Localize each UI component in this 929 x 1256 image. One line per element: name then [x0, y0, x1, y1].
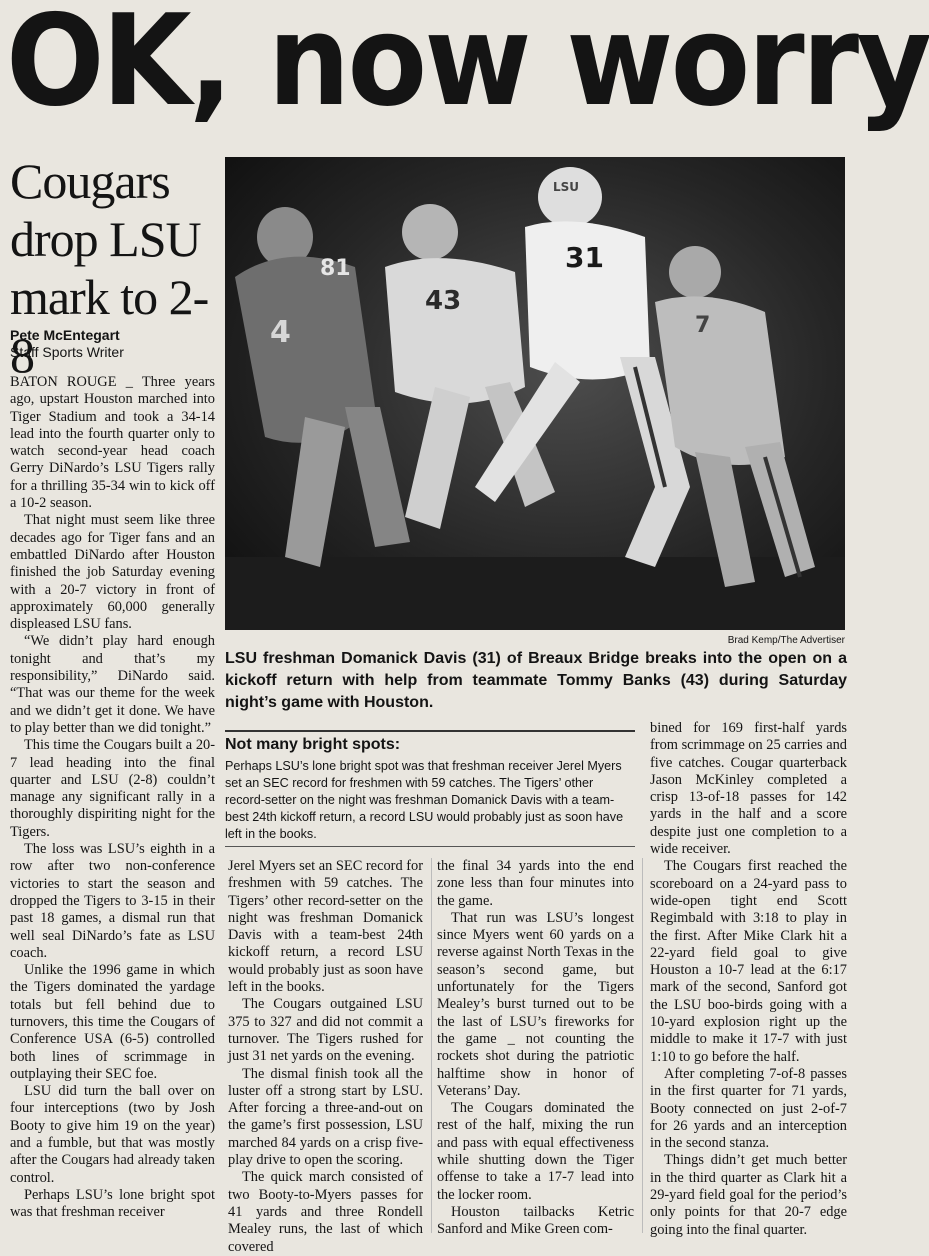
paragraph: Things didn’t get much better in the third quarter as Clark hit a 29-yard field goal for the period’s only points for that 20-7 edge going into the final quarter. [650, 1152, 847, 1238]
photo-illustration [225, 157, 845, 630]
article-column-1 [10, 374, 215, 1229]
article-column-4 [650, 720, 847, 1238]
photo-caption: LSU freshman Domanick Davis (31) of Breaux Bridge breaks into the open on a kickoff return with help from teammate Tommy Banks (43) during Saturday night’s game with Houston. [225, 650, 847, 711]
paragraph: Jerel Myers set an SEC record for freshmen with 59 catches. The Tigers’ other record-setter on the night was freshman Domanick Davis with a team-best 24th kickoff return, a record LSU would probably just as soon have left in the books. [228, 858, 424, 996]
paragraph: The Cougars first reached the scoreboard on a 24-yard pass to wide-open tight end Scott Regimbald with 3:18 to play in the first. After Mike Clark hit a 22-yard field goal to give Houston a 10-7 lead at the 6:17 mark of the second, Sanford got the LSU boo-birds going with a 10-yard explosion right up the middle to make it 17-7 with just 1:10 to go before the half. [650, 858, 847, 1065]
paragraph: That run was LSU’s longest since Myers went 60 yards on a reverse against North Texas in the season’s second game, but unfortunately for the Tigers Mealey’s burst turned out to be the last of LSU’s fireworks for the game _ not counting the rockets shot during the patriotic halftime show in honor of Veterans’ Day. [437, 909, 634, 1099]
helmet-logo: LSU [553, 180, 580, 194]
paragraph: Unlike the 1996 game in which the Tigers dominated the yardage totals but fell behind due to turnovers, this time the Cougars of Conference USA (6-5) controlled both lines of scrimmage in outplaying their SEC foe. [10, 962, 215, 1082]
paragraph: The Cougars outgained LSU 375 to 327 and did not commit a turnover. The Tigers rushed for just 31 net yards on the evening. [228, 996, 423, 1065]
article-column-2 [228, 858, 424, 1255]
sidebar-title: Not many bright spots: [225, 736, 401, 753]
paragraph: BATON ROUGE _ Three years ago, upstart Houston marched into Tiger Stadium and took a 34-14 lead into the fourth quarter only to watch second-year head coach Gerry DiNardo’s LSU Tigers rally for a thrilling 35-34 win to kick off a 10-2 season. [10, 374, 215, 512]
paragraph: This time the Cougars built a 20-7 lead heading into the final quarter and LSU (2-8) couldn’t manage any significant rally in a thoroughly dispiriting night for the Tigers. [10, 737, 215, 840]
paragraph: The dismal finish took all the luster off a strong start by LSU. After forcing a three-and-out on the game’s first possession, LSU marched 84 yards on a crisp five-play drive to open the scoring. [228, 1065, 423, 1169]
paragraph: That night must seem like three decades ago for Tiger fans and an embattled DiNardo after Houston finished the job Saturday evening with a 20-7 victory in front of approximately 60,000 generally displeased LSU fans. [10, 512, 215, 633]
paragraph: The Cougars dominated the rest of the half, mixing the run and pass with equal effectiveness while shutting down the Tiger offense to take a 17-7 lead into the locker room. [437, 1100, 634, 1203]
jersey-number-43: 43 [425, 286, 462, 316]
column-divider [431, 858, 432, 1233]
paragraph: LSU did turn the ball over on four interceptions (two by Josh Booty to give him 19 on the year) and a fumble, but that was mostly after the Cougars had already taken control. [10, 1083, 215, 1186]
sidebar-box [225, 730, 635, 850]
subhead: Cougars drop LSU mark to 2-8 [10, 153, 209, 383]
paragraph: Houston tailbacks Ketric Sanford and Mike Green com- [437, 1203, 634, 1238]
byline-title: Staff Sports Writer [10, 344, 124, 360]
sidebar-text: Perhaps LSU’s lone bright spot was that freshman receiver Jerel Myers set an SEC record for freshmen with 59 catches. The Tigers’ other record-setter on the night was freshman Domanick Davis with a team-best 24th kickoff return, a record LSU would probably just as soon have left in the books. [225, 759, 624, 841]
paragraph: “We didn’t play hard enough tonight and that’s my responsibility,” DiNardo said. “That was our theme for the week and we didn’t get it done. We have to play better than we did tonight.” [10, 633, 215, 736]
sidebar-rule [225, 846, 635, 847]
paragraph: The quick march consisted of two Booty-to-Myers passes for 41 yards and three Rondell Mealey runs, the last of which covered [228, 1169, 423, 1255]
jersey-number-31: 31 [565, 241, 604, 274]
column-divider [642, 858, 643, 1233]
paragraph: bined for 169 first-half yards from scrimmage on 25 carries and five catches. Cougar quarterback Jason McKinley completed a crisp 13-of-18 passes for 142 yards in the half and a score despite just one completion to a wide receiver. [650, 720, 847, 858]
paragraph: After completing 7-of-8 passes in the first quarter for 71 yards, Booty connected on just 2-of-7 for 26 yards and an interception in the second stanza. [650, 1065, 847, 1152]
football-photo [225, 157, 845, 630]
jersey-number-4: 4 [270, 315, 291, 350]
jersey-number-81: 81 [320, 256, 351, 281]
article-column-3 [437, 858, 634, 1238]
byline-name: Pete McEntegart [10, 327, 120, 343]
jersey-number-7: 7 [695, 313, 711, 338]
paragraph: The loss was LSU’s eighth in a row after two non-conference victories to start the season and dropped the Tigers to 3-15 in their past 18 games, a dismal run that well seal DiNardo’s fate as LSU coach. [10, 841, 215, 961]
paragraph: Perhaps LSU’s lone bright spot was that freshman receiver [10, 1186, 215, 1221]
paragraph: the final 34 yards into the end zone less than four minutes into the game. [437, 858, 634, 909]
photo-credit: Brad Kemp/The Advertiser [727, 635, 845, 646]
byline [10, 327, 220, 361]
headline: OK, now worry [6, 0, 929, 134]
